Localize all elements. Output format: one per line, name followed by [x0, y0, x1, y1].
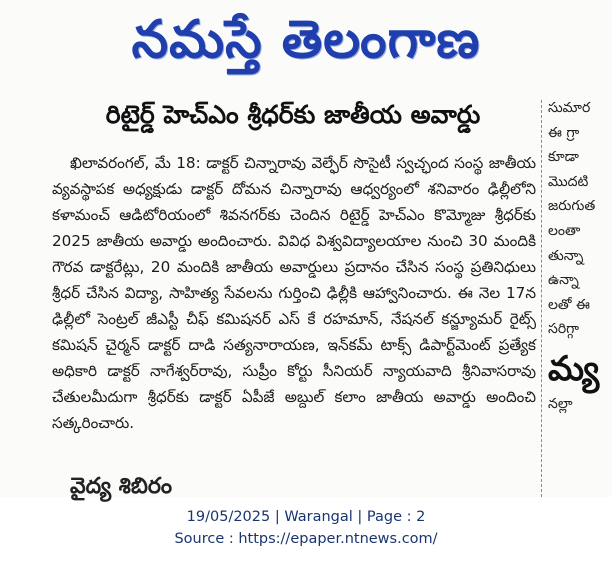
next-article-headline-text: వైద్య శిబిరం: [70, 474, 173, 499]
column-divider: [541, 100, 543, 497]
masthead: [0, 0, 612, 92]
page-footer: [0, 506, 612, 550]
news-article: [48, 96, 538, 497]
adjacent-column-line: మొదటి: [548, 173, 589, 190]
adjacent-column-line: సరిగ్గా: [548, 321, 580, 338]
adjacent-column-line: లంతా: [548, 222, 581, 239]
source-link[interactable]: Source : https://epaper.ntnews.com/: [174, 531, 438, 547]
edition-info: 19/05/2025 | Warangal | Page : 2: [186, 509, 426, 525]
masthead-title: నమస్తే తెలంగాణ: [131, 9, 481, 70]
adjacent-column-heading: మ్య: [548, 348, 600, 389]
next-article-headline: [70, 474, 400, 499]
adjacent-column-line: సుమార: [548, 100, 591, 116]
adjacent-column-line: లతో ఈ: [548, 296, 590, 313]
adjacent-column-line: కూడా: [548, 149, 579, 166]
article-body: ఖిలావరంగల్, మే 18: డాక్టర్ చిన్నారావు వెల్ఫేర్ సొసైటీ స్వచ్ఛంద సంస్థ జాతీయ వ్యవస్థాపక అధ్యక్షుడు డాక్టర్ దోమన చిన్నారావు ఆధ్వర్యంలో శనివారం ఢిల్లీలోని కళామంచ్ ఆడిటోరియంలో శివనగర్‌కు చెందిన రిటైర్డ్ హెచ్ఎం కొమ్మోజు శ్రీధర్‌కు 2025 జాతీయ అవార్డు అందించారు. వివిధ విశ్వవిద్యాలయాల నుంచి 30 మందికి గౌరవ డాక్టరేట్లు, 20 మందికి జాతీయ అవార్డులు ప్రదానం చేసిన సంస్థ ప్రతినిధులు శ్రీధర్ చేసిన విద్యా, సాహిత్య సేవలను గుర్తించి ఢిల్లీకి ఆహ్వానించారు. ఈ నెల 17న ఢిల్లీలో సెంట్రల్ జీఎస్టీ చీఫ్ కమిషనర్ ఎస్ కే రహమాన్, నేషనల్ కన్జ్యూమర్ రైట్స్ కమిషన్ చైర్మన్ డాక్టర్ దాడి సత్యనారాయణ, ఇన్‌కమ్ టాక్స్ డిపార్ట్‌మెంట్ ప్రత్యేక అధికారి డాక్టర్ నాగేశ్వర్‌రావు, సుప్రీం కోర్టు సీనియర్ న్యాయవాది శ్రీనివాసరావు చేతులమీదుగా శ్రీధర్‌కు డాక్టర్ ఏపీజే అబ్దుల్ కలాం జాతీయ అవార్డు అందించి సత్కరించారు.: [52, 154, 536, 432]
adjacent-column: [548, 96, 612, 497]
adjacent-column-line: ఉన్నా: [548, 272, 579, 289]
article-headline: రిటైర్డ్ హెచ్ఎం శ్రీధర్‌కు జాతీయ అవార్డు: [105, 100, 481, 129]
adjacent-column-line: ఈ గ్రా: [548, 124, 580, 141]
adjacent-column-line: తున్నా: [548, 247, 584, 264]
adjacent-column-line: జరుగుత: [548, 198, 596, 215]
adjacent-column-line: నల్లా: [548, 395, 573, 412]
